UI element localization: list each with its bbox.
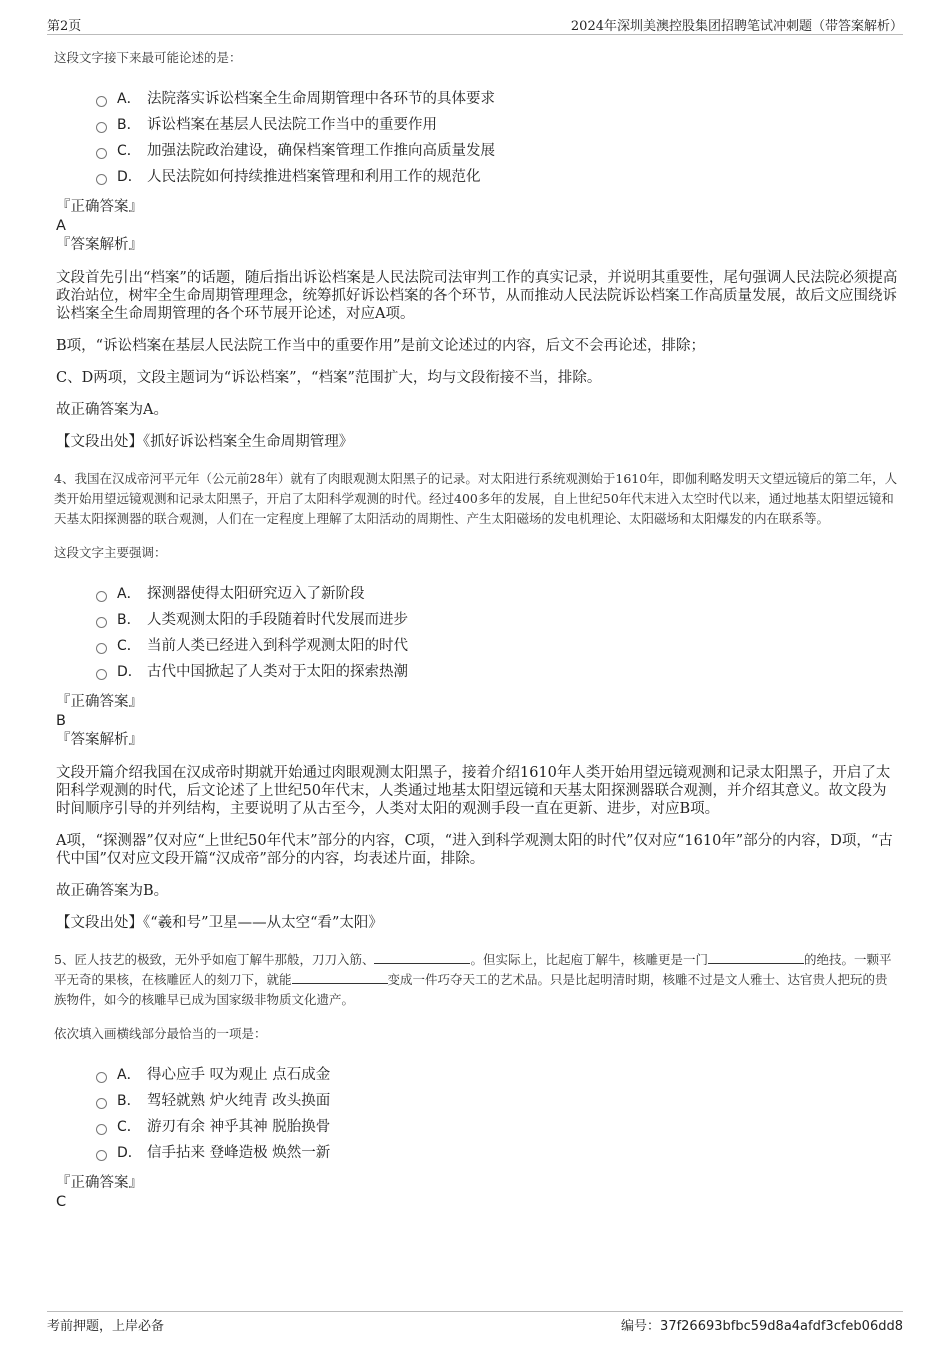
question-5-prompt: 依次填入画横线部分最恰当的一项是： (54, 1026, 267, 1041)
radio-button[interactable] (96, 1150, 107, 1161)
radio-button[interactable] (96, 1072, 107, 1083)
correct-answer: B (56, 713, 66, 729)
page-content (54, 48, 900, 1212)
option-b[interactable]: B． 驾轻就熟 炉火纯青 改头换面 (96, 1088, 900, 1114)
option-c[interactable]: C． 加强法院政治建设，确保档案管理工作推向高质量发展 (96, 138, 900, 164)
question-5-options (96, 1062, 900, 1166)
radio-button[interactable] (96, 122, 107, 133)
analysis-paragraph: C、D两项，文段主题词为“诉讼档案”，“档案”范围扩大，均与文段衔接不当，排除。 (56, 370, 602, 386)
analysis-label: 『答案解析』 (56, 237, 143, 253)
radio-button[interactable] (96, 643, 107, 654)
option-b[interactable]: B． 人类观测太阳的手段随着时代发展而进步 (96, 607, 900, 633)
page-header (47, 14, 903, 35)
correct-answer-label: 『正确答案』 (56, 694, 143, 710)
question-5-text: 5、匠人技艺的极致，无外乎如庖丁解牛那般，刀刀入筋、 。但实际上，比起庖丁解牛，核雕更是一门 的绝技。一颗平平无奇的果核，在核雕匠人的刻刀下，就能 变成一件巧夺天工的艺术品。只是比起明清时期，核雕不过是文人雅士、达官贵人把玩的贵族物件，如今的核雕早已成为国家级非物质文化遗产。 (54, 952, 892, 1007)
radio-button[interactable] (96, 591, 107, 602)
analysis-paragraph: 故正确答案为B。 (56, 883, 169, 899)
analysis-paragraph: 文段开篇介绍我国在汉成帝时期就开始通过肉眼观测太阳黑子，接着介绍1610年人类开始用望远镜观测和记录太阳黑子，开启了太阳科学观测的时代，后文论述了上世纪50年代末，人类通过地基太阳望远镜和天基太阳探测器联合观测，并介绍其意义。故文段为时间顺序引导的并列结构，主要说明了从古至今，人类对太阳的观测手段一直在更新、进步，对应B项。 (56, 765, 891, 817)
radio-button[interactable] (96, 96, 107, 107)
radio-button[interactable] (96, 617, 107, 628)
correct-answer-label: 『正确答案』 (56, 199, 143, 215)
analysis-paragraph: A项，“探测器”仅对应“上世纪50年代末”部分的内容，C项，“进入到科学观测太阳的时代”仅对应“1610年”部分的内容，D项，“古代中国”仅对应文段开篇“汉成帝”部分的内容，均表述片面，排除。 (56, 833, 893, 867)
fill-blank (292, 971, 388, 984)
fill-blank (374, 951, 470, 964)
option-d[interactable]: D． 信手拈来 登峰造极 焕然一新 (96, 1140, 900, 1166)
source-citation: 【文段出处】《“羲和号”卫星——从太空“看”太阳》 (56, 915, 383, 931)
option-b[interactable]: B． 诉讼档案在基层人民法院工作当中的重要作用 (96, 112, 900, 138)
analysis-paragraph: B项，“诉讼档案在基层人民法院工作当中的重要作用”是前文论述过的内容，后文不会再论述，排除； (56, 338, 705, 354)
option-d[interactable]: D． 人民法院如何持续推进档案管理和利用工作的规范化 (96, 164, 900, 190)
option-a[interactable]: A． 法院落实诉讼档案全生命周期管理中各环节的具体要求 (96, 86, 900, 112)
correct-answer-label: 『正确答案』 (56, 1175, 143, 1191)
radio-button[interactable] (96, 1124, 107, 1135)
radio-button[interactable] (96, 1098, 107, 1109)
analysis-paragraph: 文段首先引出“档案”的话题，随后指出诉讼档案是人民法院司法审判工作的真实记录，并说明其重要性，尾句强调人民法院必须提高政治站位，树牢全生命周期管理理念，统筹抓好诉讼档案的各个环节，从而推动人民法院诉讼档案工作高质量发展，故后文应围绕诉讼档案全生命周期管理的各个环节展开论述，对应A项。 (56, 270, 898, 322)
option-c[interactable]: C． 游刃有余 神乎其神 脱胎换骨 (96, 1114, 900, 1140)
analysis-label: 『答案解析』 (56, 732, 143, 748)
option-c[interactable]: C． 当前人类已经进入到科学观测太阳的时代 (96, 633, 900, 659)
correct-answer: A (56, 218, 66, 234)
radio-button[interactable] (96, 669, 107, 680)
fill-blank (708, 951, 804, 964)
source-citation: 【文段出处】《抓好诉讼档案全生命周期管理》 (56, 434, 354, 450)
question-3-options (96, 86, 900, 190)
option-a[interactable]: A． 得心应手 叹为观止 点石成金 (96, 1062, 900, 1088)
radio-button[interactable] (96, 148, 107, 159)
option-d[interactable]: D． 古代中国掀起了人类对于太阳的探索热潮 (96, 659, 900, 685)
correct-answer: C (56, 1194, 67, 1210)
analysis-paragraph: 故正确答案为A。 (56, 402, 168, 418)
question-3-prompt: 这段文字接下来最可能论述的是： (54, 50, 242, 65)
document-title: 2024年深圳美澳控股集团招聘笔试冲刺题（带答案解析） (570, 19, 903, 34)
question-4-text: 4、我国在汉成帝河平元年（公元前28年）就有了肉眼观测太阳黑子的记录。对太阳进行系统观测始于1610年，即伽利略发明天文望远镜后的第二年，人类开始用望远镜观测和记录太阳黑子，开启了太阳科学观测的时代。经过400多年的发展，自上世纪50年代末进入太空时代以来，通过地基太阳望远镜和天基太阳探测器的联合观测，人们在一定程度上理解了太阳活动的周期性、产生太阳磁场的发电机理论、太阳磁场和太阳爆发的内在联系等。 (54, 471, 898, 526)
radio-button[interactable] (96, 174, 107, 185)
document-id: 编号：37f26693bfbc59d8a4afdf3cfeb06dd8 (621, 1319, 903, 1334)
option-a[interactable]: A． 探测器使得太阳研究迈入了新阶段 (96, 581, 900, 607)
page-footer (47, 1311, 903, 1336)
question-4-options (96, 581, 900, 685)
question-4-prompt: 这段文字主要强调： (54, 545, 167, 560)
page-number: 第2页 (47, 19, 82, 34)
footer-slogan: 考前押题，上岸必备 (47, 1319, 165, 1334)
